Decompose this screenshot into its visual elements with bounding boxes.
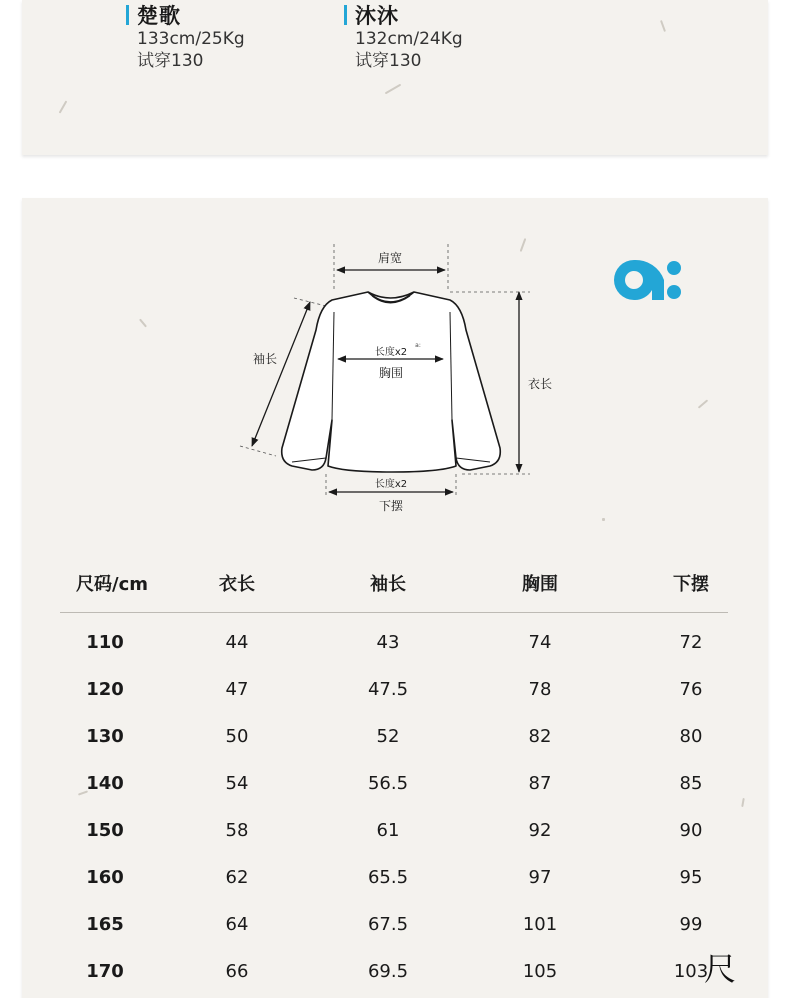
model-body-stats: 133cm/25Kg [137,29,245,49]
chest-logo-mark: a: [415,342,421,349]
table-header [60,570,728,600]
chest-label: 胸围 [378,366,404,380]
header-divider [60,612,728,613]
cell-hem: 99 [679,914,703,935]
header-size: 尺码/cm [76,574,148,595]
cell-hem: 95 [679,867,703,888]
model-name: 楚歌 [137,4,181,28]
chest-length-label: 长度x2 [374,347,408,358]
cell-sleeve: 67.5 [367,914,409,935]
cell-chest: 74 [528,632,552,653]
table-row [60,632,728,662]
cell-chest: 101 [522,914,558,935]
cell-body-length: 58 [225,820,249,841]
cell-size: 120 [86,679,124,700]
header-body-length: 衣长 [219,574,255,595]
model-try-on-size: 试穿130 [137,51,204,71]
cell-body-length: 47 [225,679,249,700]
cell-chest: 97 [528,867,552,888]
cell-sleeve: 61 [376,820,400,841]
cell-sleeve: 52 [376,726,400,747]
cell-body-length: 66 [225,961,249,982]
cell-sleeve: 47.5 [367,679,409,700]
cell-hem: 72 [679,632,703,653]
model-try-on-size: 试穿130 [355,51,422,71]
table-row [60,961,728,991]
cell-size: 130 [86,726,124,747]
cell-size: 160 [86,867,124,888]
table-row [60,773,728,803]
body-length-label: 衣长 [527,377,553,391]
brand-logo-icon [608,254,686,306]
cell-chest: 82 [528,726,552,747]
hem-label: 下摆 [378,499,404,513]
cell-size: 140 [86,773,124,794]
cell-sleeve: 56.5 [367,773,409,794]
cell-hem: 80 [679,726,703,747]
table-row [60,914,728,944]
cell-chest: 78 [528,679,552,700]
cell-body-length: 64 [225,914,249,935]
cropped-heading-char: 尺 [704,950,737,988]
cell-sleeve: 69.5 [367,961,409,982]
cell-body-length: 54 [225,773,249,794]
header-chest: 胸围 [522,574,558,595]
cell-hem: 103 [673,961,709,982]
cell-hem: 85 [679,773,703,794]
table-row [60,726,728,756]
table-row [60,679,728,709]
cell-chest: 87 [528,773,552,794]
cell-body-length: 62 [225,867,249,888]
hem-length-label: 长度x2 [374,479,408,490]
sweatshirt-outline [282,292,501,472]
model-name: 沐沐 [355,4,399,28]
cell-chest: 105 [522,961,558,982]
cell-hem: 90 [679,820,703,841]
header-hem: 下摆 [673,574,709,595]
cell-sleeve: 43 [376,632,400,653]
cell-chest: 92 [528,820,552,841]
cell-size: 110 [86,632,124,653]
cell-body-length: 50 [225,726,249,747]
cell-size: 150 [86,820,124,841]
cell-size: 165 [86,914,124,935]
model-body-stats: 132cm/24Kg [355,29,463,49]
table-row [60,867,728,897]
sleeve-label: 袖长 [252,352,278,366]
cell-sleeve: 65.5 [367,867,409,888]
cell-hem: 76 [679,679,703,700]
cell-size: 170 [86,961,124,982]
shoulder-label: 肩宽 [377,251,403,265]
table-row [60,820,728,850]
cell-body-length: 44 [225,632,249,653]
header-sleeve: 袖长 [370,574,406,595]
